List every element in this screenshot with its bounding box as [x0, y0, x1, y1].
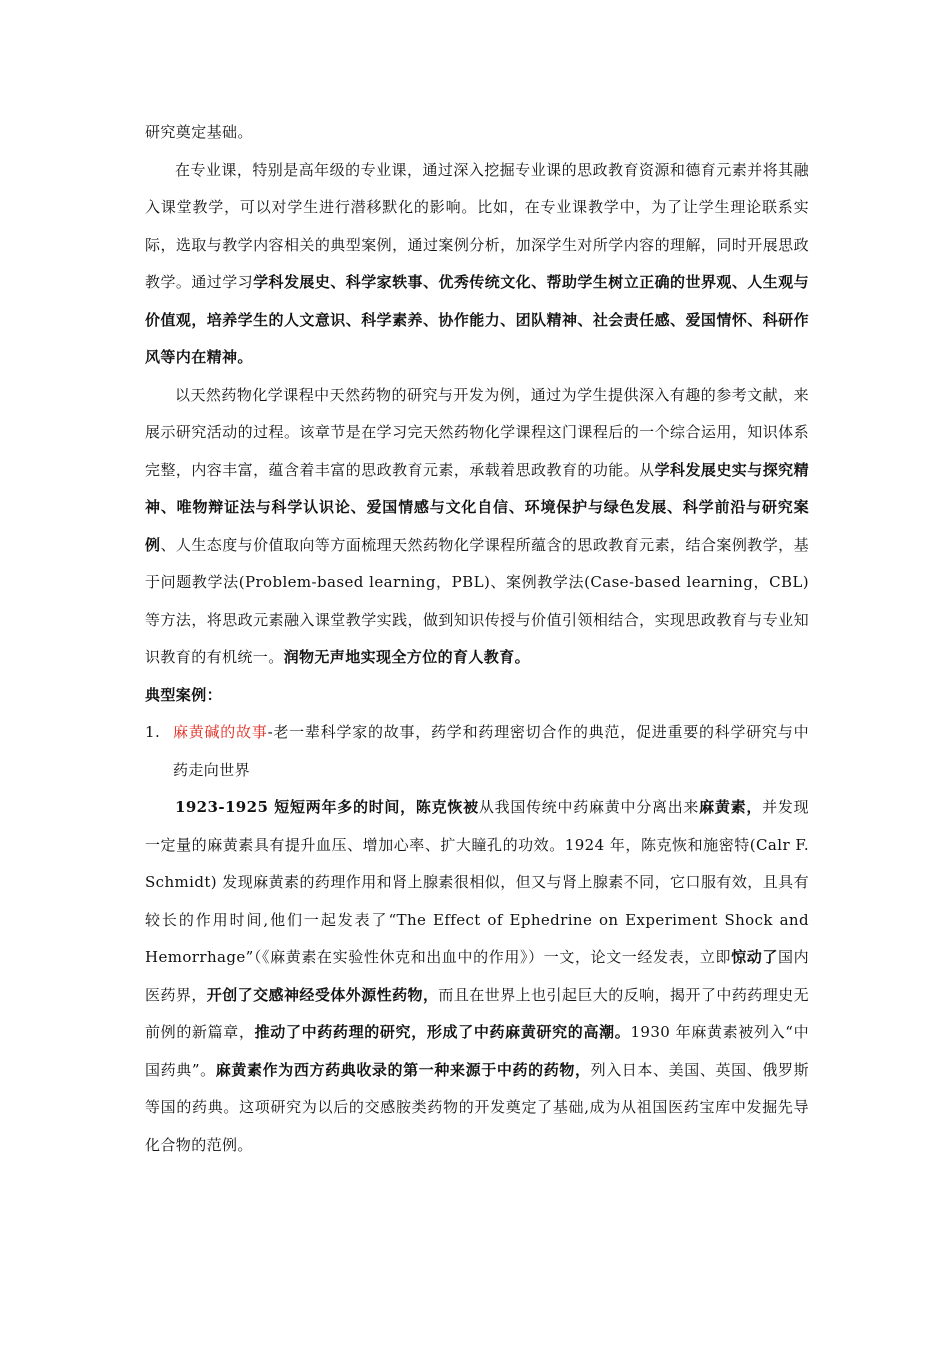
bold-run: 惊动了: [731, 948, 778, 966]
text-run: 研究奠定基础。: [145, 123, 253, 141]
paragraph-professional-courses: [145, 152, 809, 377]
text-run: 、人生态度与价值取向等方面梳理天然药物化学课程所蕴含的思政教育元素，结合案例教学，基于问题教学法(Problem-based learning，PBL)、案例教学法(Case-based learning，CBL)等方法，将思政元素融入课堂教学实践，做到知识传授与价值引领相结合，实现思政教育与专业知识教育的有机统一。: [145, 535, 809, 666]
bold-run: 学科发展史、科学家轶事、优秀传统文化、帮助学生树立正确的世界观、人生观与价值观，培养学生的人文意识、科学素养、协作能力、团队精神、社会责任感、爱国情怀、科研作风等内在精神。: [145, 273, 809, 366]
case-description: -老一辈科学家的故事，药学和药理密切合作的典范，促进重要的科学研究与中药走向世界: [173, 723, 809, 779]
text-run: 在专业课，特别是高年级的专业课，通过深入挖掘专业课的思政教育资源和德育元素并将其融入课堂教学，可以对学生进行潜移默化的影响。比如，在专业课教学中，为了让学生理论联系实际，选取与教学内容相关的典型案例，通过案例分析，加深学生对所学内容的理解，同时开展思政教学。通过学习: [145, 160, 809, 291]
list-number: 1.: [145, 723, 161, 741]
text-run: 列入日本、美国、英国、俄罗斯等国的药典。这项研究为以后的交感胺类药物的开发奠定了基础,成为从祖国医药宝库中发掘先导化合物的范例。: [145, 1060, 809, 1154]
heading-text: 典型案例：: [145, 685, 223, 704]
bold-run: 推动了中药药理的研究，形成了中药麻黄研究的高潮。: [254, 1023, 631, 1041]
bold-run: 1923-1925 短短两年多的时间，陈克恢被: [175, 798, 479, 816]
text-run: 1930 年麻黄素被列入“中国药典”。: [145, 1023, 809, 1079]
paragraph-intro-tail: [145, 114, 809, 152]
text-run: 国内医药界，: [145, 948, 810, 1004]
document-body: [145, 114, 809, 1164]
text-run: 并发现一定量的麻黄素具有提升血压、增加心率、扩大瞳孔的功效。1924 年，陈克恢和施密特(Calr F. Schmidt) 发现麻黄素的药理作用和肾上腺素很相似，但又与肾上腺素不同，它口服有效，且具有较长的作用时间,他们一起发表了“The Effect of Ephedrine on Experiment Shock and Hemorrhage”（《麻黄素在实验性休克和出血中的作用》）一文，论文一经发表，立即: [145, 798, 809, 966]
case-title: 麻黄碱的故事: [173, 723, 268, 741]
paragraph-ephedrine-story: [145, 789, 809, 1164]
bold-run: 开创了交感神经受体外源性药物，: [206, 985, 439, 1004]
bold-run: 麻黄素，: [699, 798, 763, 816]
section-heading: [145, 677, 809, 715]
text-run: 以天然药物化学课程中天然药物的研究与开发为例，通过为学生提供深入有趣的参考文献，来展示研究活动的过程。该章节是在学习完天然药物化学课程这门课程后的一个综合运用，知识体系完整，内容丰富，蕴含着丰富的思政教育元素，承载着思政教育的功能。从: [145, 385, 809, 479]
bold-run: 麻黄素作为西方药典收录的第一种来源于中药的药物，: [215, 1060, 591, 1079]
case-item-1: [145, 714, 809, 789]
bold-run: 学科发展史实与探究精神、唯物辩证法与科学认识论、爱国情感与文化自信、环境保护与绿色发展、科学前沿与研究案例: [145, 460, 809, 554]
text-run: 而且在世界上也引起巨大的反响，揭开了中药药理史无前例的新篇章，: [145, 985, 809, 1041]
text-run: 从我国传统中药麻黄中分离出来: [478, 798, 700, 816]
bold-run: 润物无声地实现全方位的育人教育。: [283, 648, 531, 666]
paragraph-natural-medicine-example: [145, 377, 809, 677]
